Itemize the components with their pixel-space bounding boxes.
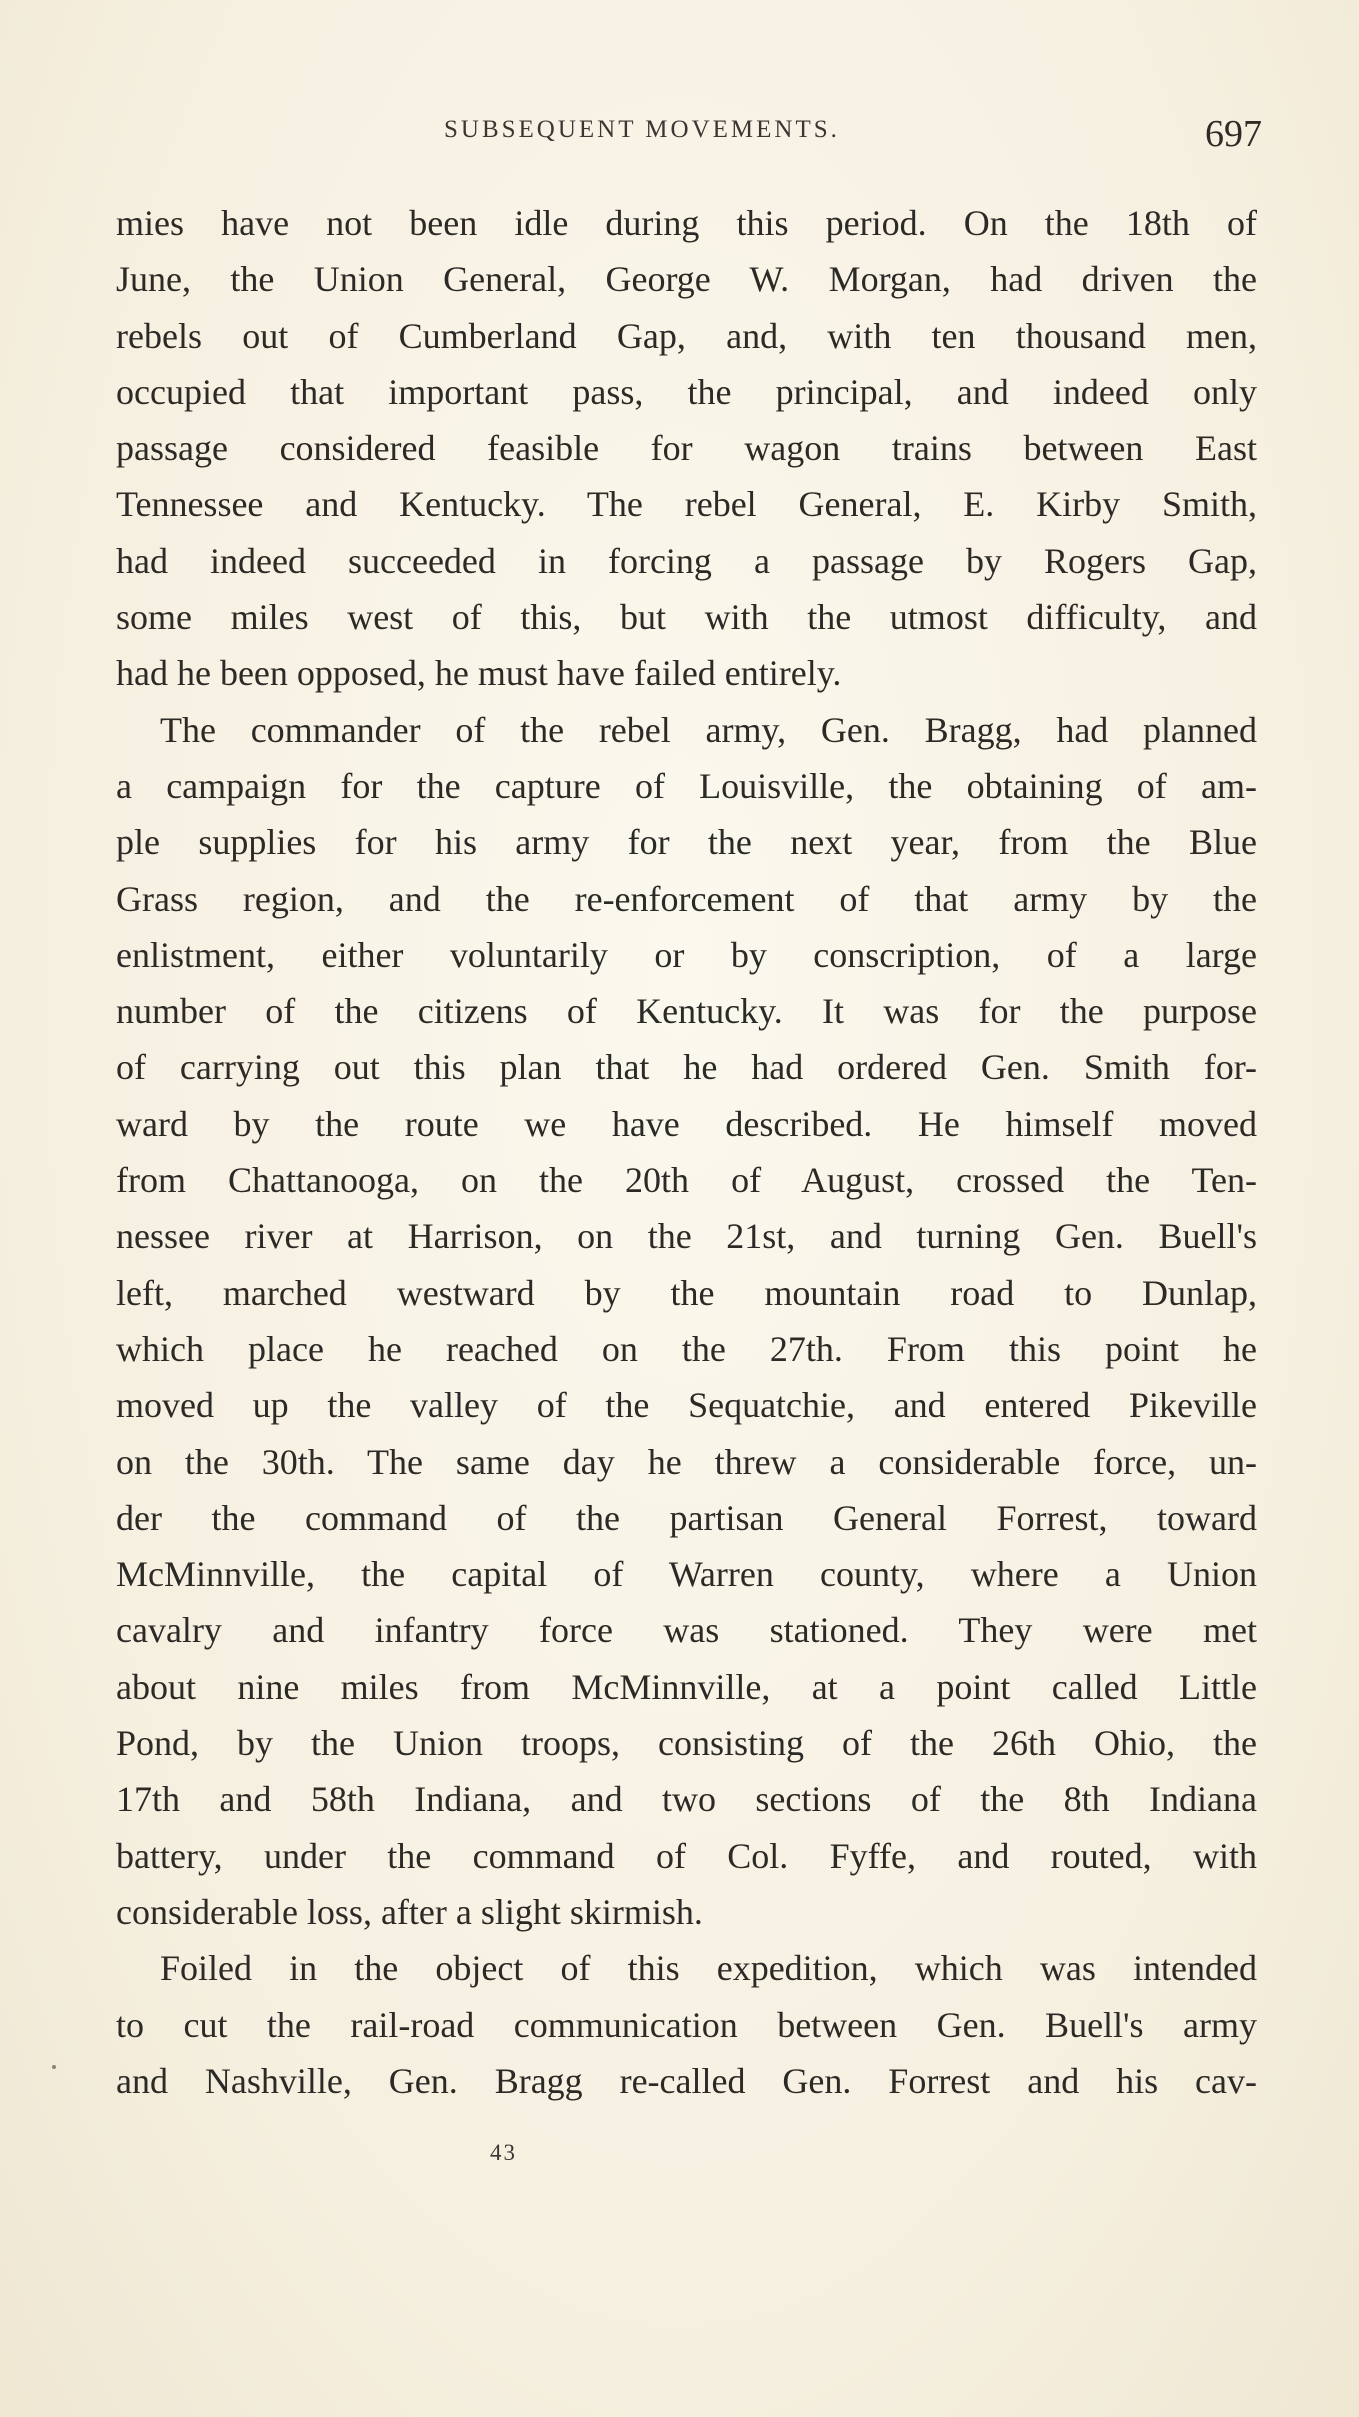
page-number: 697 xyxy=(1205,113,1262,155)
paragraph-start-line: The commander of the rebel army, Gen. Bragg, had planned xyxy=(160,709,1257,750)
text-line: a campaign for the capture of Louisville, the obtaining of am- xyxy=(116,765,1257,806)
text-line: June, the Union General, George W. Morgan, had driven the xyxy=(116,259,1257,300)
text-line: number of the citizens of Kentucky. It was for the purpose xyxy=(116,991,1257,1032)
text-line: ple supplies for his army for the next year, from the Blue xyxy=(116,822,1257,863)
signature-mark: 43 xyxy=(490,2140,517,2165)
text-line: about nine miles from McMinnville, at a point called Little xyxy=(116,1666,1257,1707)
text-line: occupied that important pass, the principal, and indeed only xyxy=(116,371,1257,412)
text-line: and Nashville, Gen. Bragg re-called Gen. Forrest and his cav- xyxy=(116,2060,1257,2101)
text-line: to cut the rail-road communication between Gen. Buell's army xyxy=(116,2004,1257,2045)
text-line: passage considered feasible for wagon trains between East xyxy=(116,428,1257,469)
text-line: rebels out of Cumberland Gap, and, with ten thousand men, xyxy=(116,315,1257,356)
text-line: on the 30th. The same day he threw a considerable force, un- xyxy=(116,1441,1257,1482)
text-line: Pond, by the Union troops, consisting of the 26th Ohio, the xyxy=(116,1723,1257,1764)
text-line: from Chattanooga, on the 20th of August, crossed the Ten- xyxy=(116,1160,1257,1201)
text-line: ward by the route we have described. He himself moved xyxy=(116,1103,1257,1144)
text-line: nessee river at Harrison, on the 21st, and turning Gen. Buell's xyxy=(116,1216,1257,1257)
text-line: considerable loss, after a slight skirmish. xyxy=(116,1891,703,1932)
text-line: der the command of the partisan General Forrest, toward xyxy=(116,1497,1257,1538)
running-head: SUBSEQUENT MOVEMENTS. xyxy=(444,116,840,143)
text-line: Grass region, and the re-enforcement of that army by the xyxy=(116,878,1257,919)
text-line: some miles west of this, but with the utmost difficulty, and xyxy=(116,597,1257,638)
text-line: left, marched westward by the mountain road to Dunlap, xyxy=(116,1272,1257,1313)
paragraph-start-line: Foiled in the object of this expedition, which was intended xyxy=(160,1948,1257,1989)
text-line: 17th and 58th Indiana, and two sections of the 8th Indiana xyxy=(116,1779,1257,1820)
text-line: of carrying out this plan that he had ordered Gen. Smith for- xyxy=(116,1047,1257,1088)
text-line: moved up the valley of the Sequatchie, and entered Pikeville xyxy=(116,1385,1257,1426)
body-text xyxy=(116,195,1257,2109)
text-line: which place he reached on the 27th. From this point he xyxy=(116,1328,1257,1369)
text-line: mies have not been idle during this period. On the 18th of xyxy=(116,203,1257,243)
text-line: cavalry and infantry force was stationed. They were met xyxy=(116,1610,1257,1651)
text-line: McMinnville, the capital of Warren county, where a Union xyxy=(116,1554,1257,1595)
text-line: Tennessee and Kentucky. The rebel General, E. Kirby Smith, xyxy=(116,484,1257,525)
text-line: battery, under the command of Col. Fyffe, and routed, with xyxy=(116,1835,1257,1876)
text-line: had indeed succeeded in forcing a passage by Rogers Gap, xyxy=(116,540,1257,581)
margin-speck xyxy=(52,2065,56,2069)
text-line: enlistment, either voluntarily or by conscription, of a large xyxy=(116,934,1257,975)
text-line: had he been opposed, he must have failed entirely. xyxy=(116,653,842,694)
